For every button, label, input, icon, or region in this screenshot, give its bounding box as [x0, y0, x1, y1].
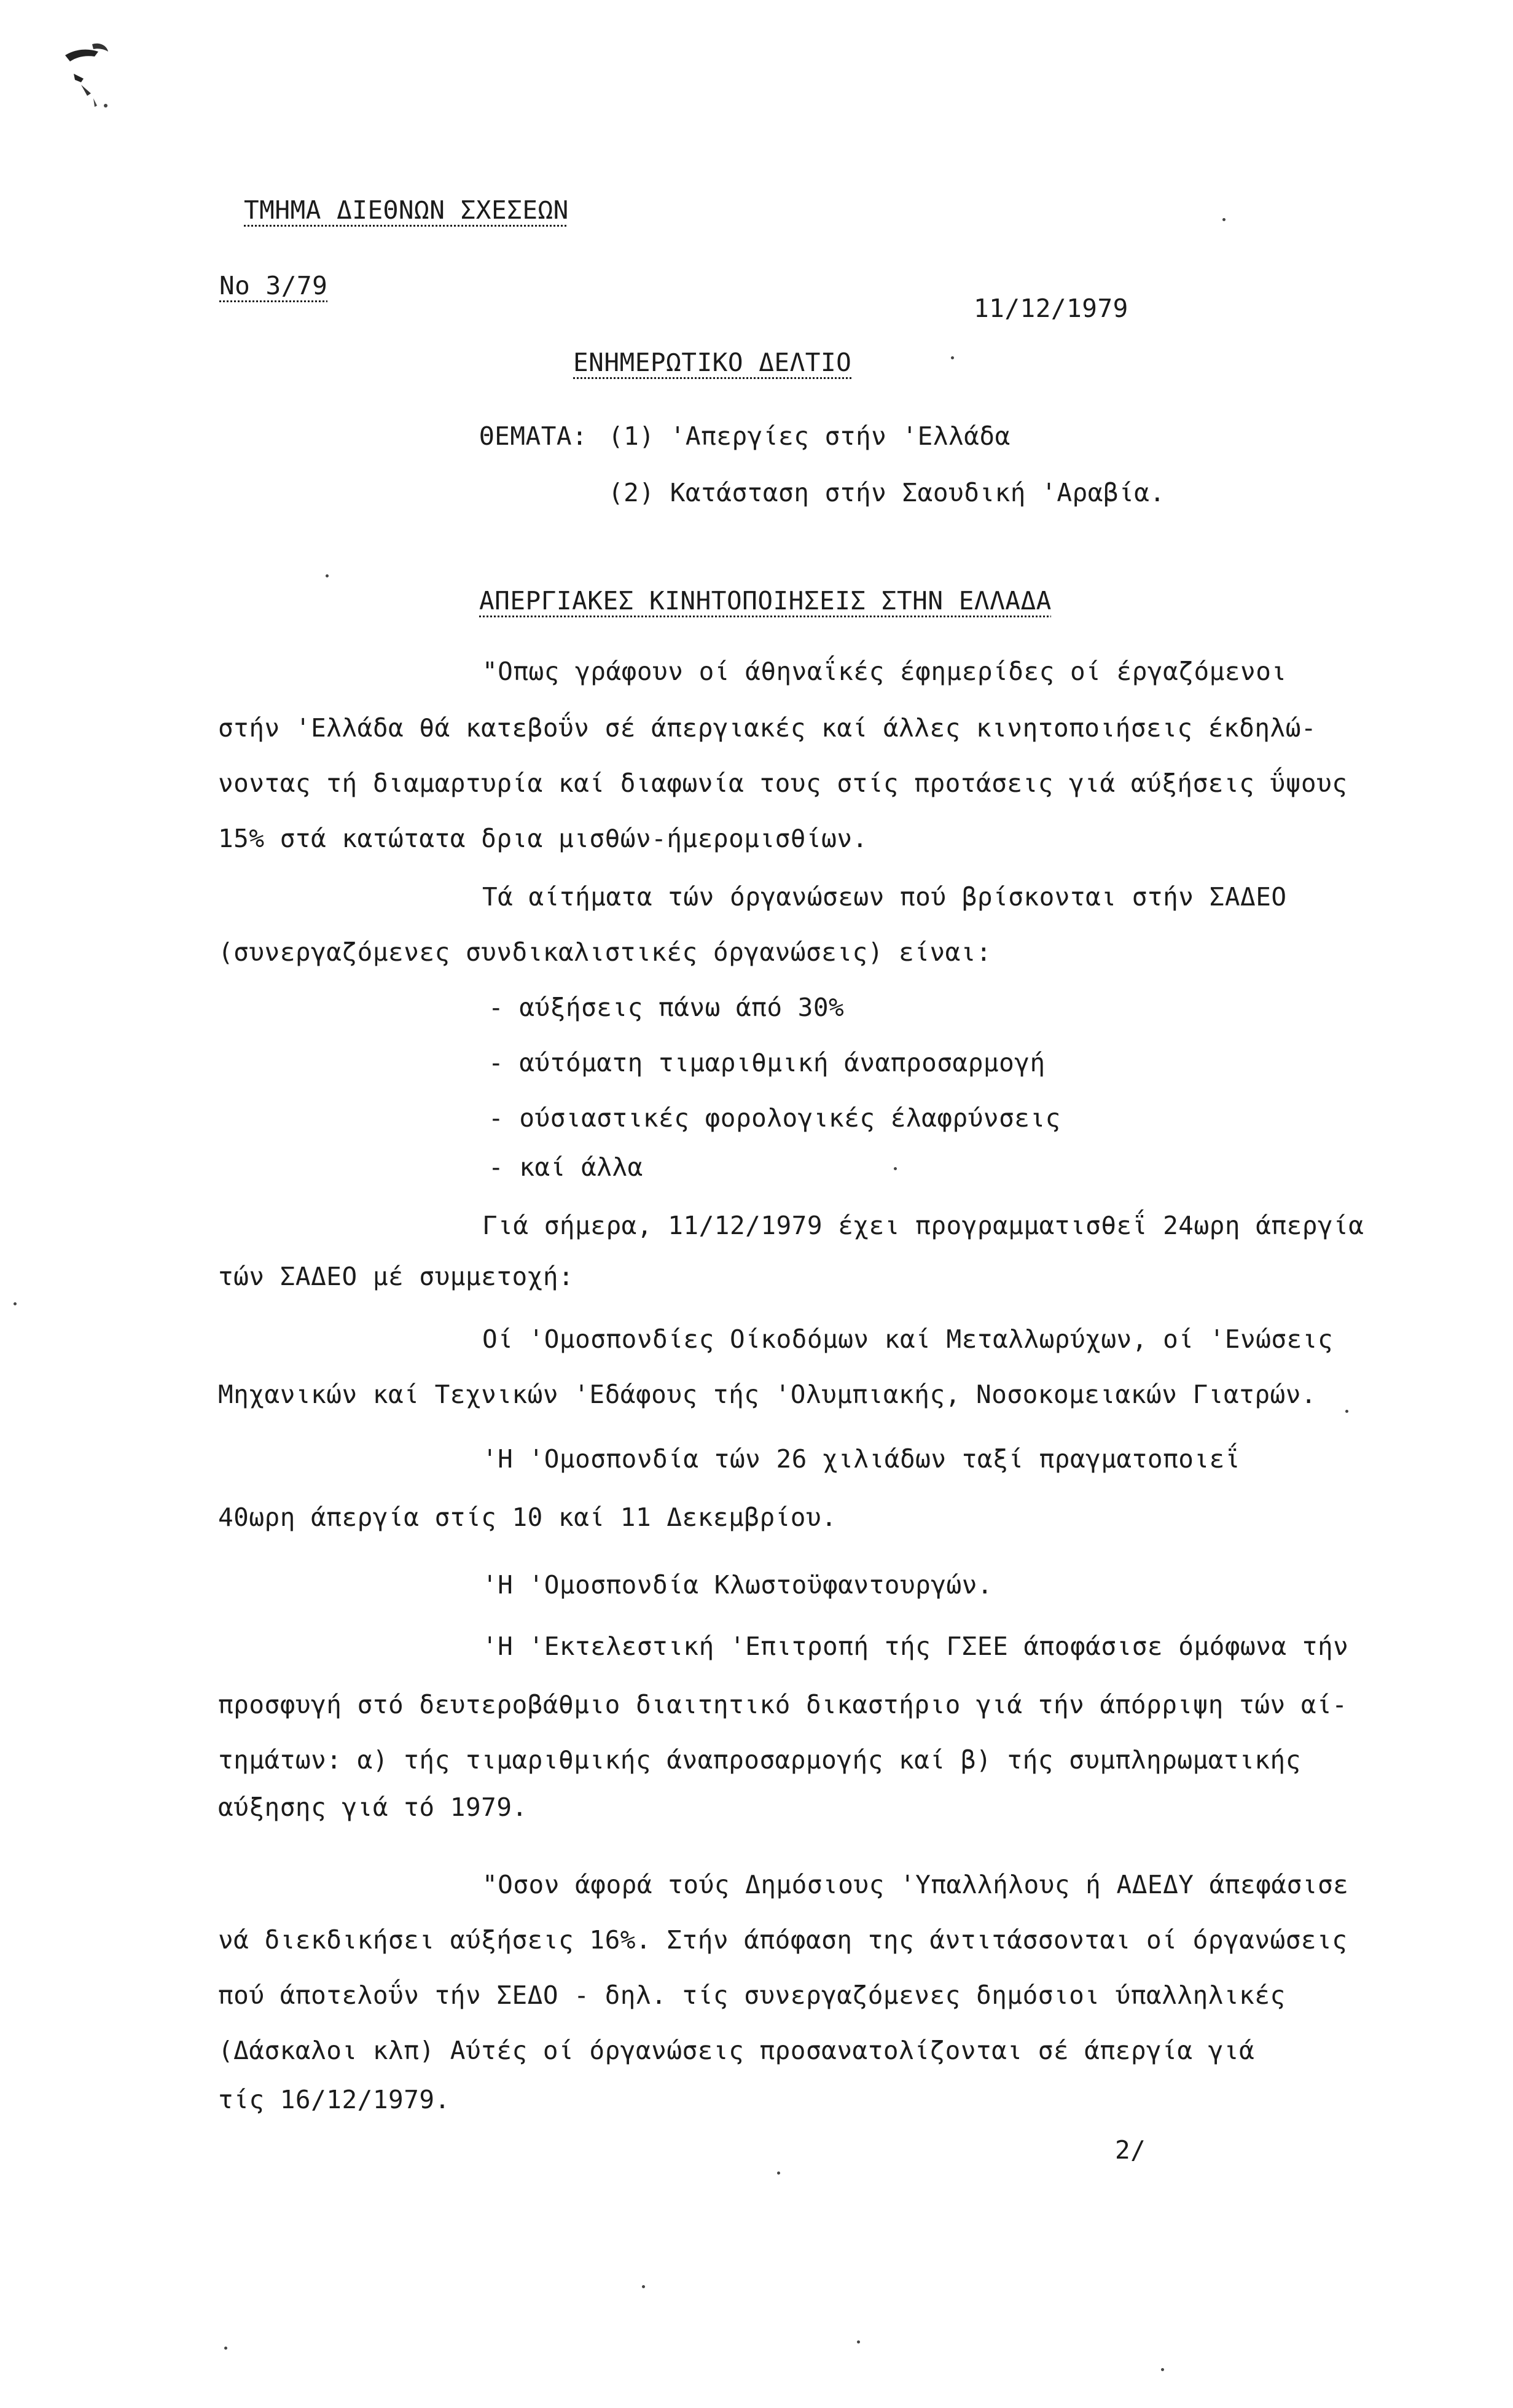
department-heading: ΤΜΗΜΑ ΔΙΕΘΝΩΝ ΣΧΕΣΕΩΝ [244, 195, 569, 225]
text-line: νά διεκδικήσει αύξήσεις 16%. Στήν άπόφαση της άντιτάσσονται οί όργανώσεις [218, 1925, 1348, 1955]
text-line: πού άποτελοΰν τήν ΣΕΔΟ - δηλ. τίς συνεργαζόμενες δημόσιοι ύπαλληλικές [218, 1980, 1286, 2010]
text-line: τημάτων: α) τής τιμαριθμικής άναπροσαρμογής καί β) τής συμπληρωματικής [218, 1745, 1301, 1775]
text-line: (συνεργαζόμενες συνδικαλιστικές όργανώσεις) είναι: [218, 937, 992, 967]
topics-label: ΘΕΜΑΤΑ: [479, 421, 588, 451]
document-date: 11/12/1979 [974, 294, 1128, 323]
scan-speck [777, 2172, 780, 2175]
list-item: - ούσιαστικές φορολογικές έλαφρύνσεις [488, 1103, 1061, 1133]
scan-speck [894, 1167, 897, 1170]
text-line: (Δάσκαλοι κλπ) Αύτές οί όργανώσεις προσανατολίζονται σέ άπεργία γιά [218, 2036, 1255, 2065]
scan-speck [1222, 218, 1226, 221]
topic-1: (1) 'Απεργίες στήν 'Ελλάδα [608, 421, 1011, 451]
ink-mark-icon [57, 37, 124, 129]
text-line: Τά αίτήματα τών όργανώσεων πού βρίσκονται στήν ΣΑΔΕΟ [482, 882, 1287, 912]
scan-speck [642, 2285, 645, 2288]
scan-speck [1161, 2368, 1164, 2371]
list-item: - καί άλλα [488, 1152, 643, 1182]
text-line: 'Η 'Ομοσπονδία Κλωστοϋφαντουργών. [482, 1570, 993, 1600]
text-line: 40ωρη άπεργία στίς 10 καί 11 Δεκεμβρίου. [218, 1503, 837, 1532]
scan-speck [224, 2347, 227, 2350]
section-title: ΑΠΕΡΓΙΑΚΕΣ ΚΙΝΗΤΟΠΟΙΗΣΕΙΣ ΣΤΗΝ ΕΛΛΑΔΑ [479, 586, 1052, 616]
text-line: νοντας τή διαμαρτυρία καί διαφωνία τους στίς προτάσεις γιά αύξήσεις ΰψους [218, 768, 1348, 798]
scan-speck [326, 574, 329, 577]
text-line: "Οπως γράφουν οί άθηναΐκές έφημερίδες οί έργαζόμενοι [482, 657, 1287, 686]
list-item: - αύξήσεις πάνω άπό 30% [488, 993, 845, 1022]
text-line: Οί 'Ομοσπονδίες Οίκοδόμων καί Μεταλλωρύχων, οί 'Ενώσεις [482, 1324, 1334, 1354]
text-line: προσφυγή στό δευτεροβάθμιο διαιτητικό δικαστήριο γιά τήν άπόρριψη τών αί- [218, 1690, 1348, 1719]
page-continuation-marker: 2/ [1115, 2135, 1146, 2165]
list-item: - αύτόματη τιμαριθμική άναπροσαρμογή [488, 1048, 1046, 1077]
scan-speck [1345, 1410, 1348, 1413]
topic-2: (2) Κατάσταση στήν Σαουδική 'Αραβία. [608, 478, 1165, 507]
text-line: τών ΣΑΔΕΟ μέ συμμετοχή: [218, 1262, 574, 1291]
document-number: Νο 3/79 [219, 271, 328, 300]
text-line: 'Η 'Εκτελεστική 'Επιτροπή τής ΓΣΕΕ άποφάσισε όμόφωνα τήν [482, 1632, 1349, 1661]
scan-speck [951, 356, 954, 359]
text-line: "Οσον άφορά τούς Δημόσιους 'Υπαλλήλους ή ΑΔΕΔΥ άπεφάσισε [482, 1870, 1349, 1899]
text-line: Γιά σήμερα, 11/12/1979 έχει προγραμματισθεΐ 24ωρη άπεργία [482, 1211, 1364, 1240]
text-line: 15% στά κατώτατα δρια μισθών-ήμερομισθίων. [218, 824, 868, 853]
bulletin-title: ΕΝΗΜΕΡΩΤΙΚΟ ΔΕΛΤΙΟ [573, 348, 852, 377]
text-line: αύξησης γιά τό 1979. [218, 1792, 528, 1822]
text-line: Μηχανικών καί Τεχνικών 'Εδάφους τής 'Ολυμπιακής, Νοσοκομειακών Γιατρών. [218, 1380, 1317, 1409]
text-line: τίς 16/12/1979. [218, 2085, 450, 2114]
scan-speck [14, 1302, 17, 1305]
scan-speck [857, 2340, 860, 2344]
text-line: 'Η 'Ομοσπονδία τών 26 χιλιάδων ταξί πραγματοποιεΐ [482, 1444, 1241, 1474]
text-line: στήν 'Ελλάδα θά κατεβοΰν σέ άπεργιακές καί άλλες κινητοποιήσεις έκδηλώ- [218, 713, 1317, 743]
